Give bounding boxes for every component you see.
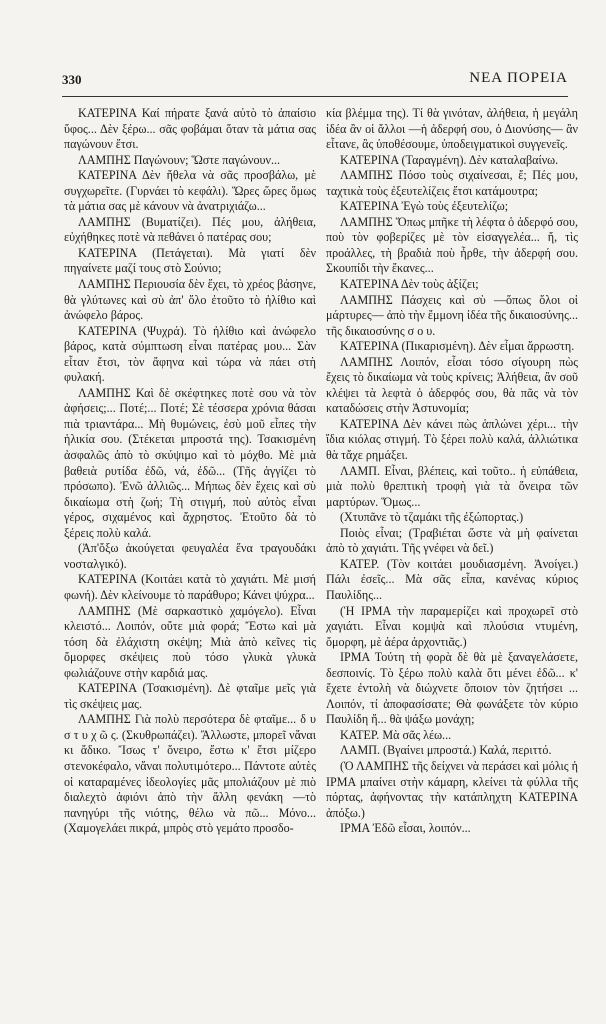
paragraph: ΛΑΜΠΗΣ Πάσχεις καὶ σὺ —ὅπως ὅλοι οἱ μάρτυρες— ἀπὸ τὴν ἔμμονη ἰδέα τῆς δικαιοσύνης... τῆς δικαιοσύνης σ ο υ. — [326, 292, 578, 338]
paragraph: ΛΑΜΠΗΣ (Μὲ σαρκαστικὸ χαμόγελο). Εἶναι κλειστό... Λοιπόν, οὔτε μιὰ φορά; Ἔστω καὶ μὰ τόση δὰ ἐλάχιστη σκέψη; Μιὰ ἀπὸ κεῖνες τὶς ὄμορφες σκέψεις ποὺ τόσο γλυκὰ γλυκὰ φωλιάζουνε στὴν καρδιά μας. — [64, 603, 316, 680]
paragraph-continued: κία βλέμμα της). Τί θὰ γινόταν, ἀλήθεια, ἡ μεγάλη ἰδέα ἂν οἱ ἄλλοι —ἡ ἀδερφή σου, ὁ Διονύσης— ἂν εἶτανε, ἂς ὑποθέσουμε, ὑποδειγματικοὶ συγγενεῖς. — [326, 106, 578, 152]
paragraph: ΛΑΜΠΗΣ (Βυματίζει). Πές μου, ἀλήθεια, εὐχήθηκες ποτὲ νὰ πεθάνει ὁ πατέρας σου; — [64, 214, 316, 245]
paragraph: ΛΑΜΠΗΣ Πόσο τοὺς σιχαίνεσαι, ἔ; Πές μου, ταχτικὰ τοὺς ἐξευτελίζεις ἔτσι κατάμουτρα; — [326, 168, 578, 198]
right-column — [326, 106, 578, 837]
paragraph: ΚΑΤΕΡΙΝΑ Καί πήρατε ξανά αὐτὸ τὸ ἀπαίσιο ὕφος... Δὲν ξέρω... σᾶς φοβάμαι ὅταν τὰ μάτια σας παγώνουν ἔτσι. — [64, 106, 316, 152]
paragraph: ΚΑΤΕΡΙΝΑ Δὲν ἤθελα νὰ σᾶς προσβάλω, μὲ συγχωρεῖτε. (Γυρνάει τὸ κεφάλι). Ὥρες ὥρες ὅμως τὰ μάτια σας μὲ κάνουν νὰ ἀνατριχιάζω... — [64, 168, 316, 214]
paragraph: ΚΑΤΕΡΙΝΑ Δὲν κάνει πὼς ἁπλώνει χέρι... τὴν ἴδια κιόλας στιγμή. Τὸ ξέρει πολὺ καλά, ἀλλιώτικα θὰ τἄχε ρημάξει. — [326, 416, 578, 463]
page-header — [62, 72, 568, 94]
stage-direction: (Ἡ ΙΡΜΑ τὴν παραμερίζει καὶ προχωρεῖ στὸ χαγιάτι. Εἶναι κομψὰ καὶ πλούσια ντυμένη, ὄμορφη, μὲ ἀέρα ἀρχοντιᾶς.) — [326, 603, 578, 649]
paragraph: ΚΑΤΕΡ. Μὰ σᾶς λέω... — [340, 727, 452, 742]
header-rule — [62, 96, 568, 97]
page-number: 330 — [62, 72, 82, 87]
paragraph: ΛΑΜΠ. Εἶναι, βλέπεις, καὶ τοῦτο.. ἡ εὐπάθεια, μιὰ πολὺ θρεπτικὴ τροφὴ γιὰ τὰ ὄνειρα τῶν μαρτύρων. Ὅμως... — [326, 463, 578, 509]
paragraph: ΚΑΤΕΡΙΝΑ Ἐγὼ τοὺς ἐξευτελίζω; — [340, 199, 509, 214]
paragraph: ΙΡΜΑ Τούτη τὴ φορὰ δὲ θὰ μὲ ξαναγελάσετε, δεσποινίς. Τὸ ξέρω πολὺ καλὰ ὅτι μένει ἐδῶ... κ' ἔχετε ἐντολὴ νὰ διώχνετε ὅποιον τὸν ζητήσει ... Λοιπόν, τί ἀποφασίσατε; Θὰ φωνάξετε τὸν κύριο Παυλίδη ἤ... θὰ ψάξω μονάχη; — [326, 650, 578, 727]
paragraph: ΚΑΤΕΡΙΝΑ (Πικαρισμένη). Δὲν εἶμαι ἄρρωστη. — [340, 339, 575, 354]
stage-direction: (Ἀπ'ὄξω ἀκούγεται φευγαλέα ἕνα τραγουδάκι νοσταλγικό). — [64, 541, 316, 571]
paragraph: ΚΑΤΕΡΙΝΑ (Πετάγεται). Μὰ γιατί δὲν πηγαίνετε μαζί τους στὸ Σούνιο; — [64, 245, 316, 276]
stage-direction: (Ὁ ΛΑΜΠΗΣ τῆς δείχνει νὰ περάσει καὶ μόλις ἡ ΙΡΜΑ μπαίνει στὴν κάμαρη, κλείνει τὰ φύλλα τῆς πόρτας, ἀφήνοντας τὴν κατάπληχτη ΚΑΤΕΡΙΝΑ ἀπόξω.) — [326, 758, 578, 820]
left-column — [64, 106, 316, 837]
paragraph: ΚΑΤΕΡΙΝΑ (Κοιτάει κατὰ τὸ χαγιάτι. Μὲ μισή φωνή). Δὲν κλείνουμε τὸ παράθυρο; Κάνει ψύχρα... — [64, 572, 316, 602]
paragraph: ΛΑΜΠΗΣ Γιὰ πολὺ περσότερα δὲ φταῖμε... δ υ σ τ υ χ ῶ ς. (Σκυθρωπάζει). Ἄλλωστε, μπορεῖ νἄναι κι ἄδικο. Ἴσως τ' ὄνειρο, ἔστω κ' ἔτσι μίζερο στενοκέφαλο, νἄναι πολυτιμότερο... Πάντοτε αὐτὲς οἱ καταραμένες ἰδεολογίες μᾶς μπολιάζουν μὲ πιὸ διαλεχτὸ ἀφιόνι ἀπὸ τὴν ἄλλη φενάκη —τὸ πανηγύρι τῆς νιότης, θέλω νὰ πῶ... Μόνο... (Χαμογελάει πικρά, μπρὸς στὸ γεμάτο προσδο- — [64, 712, 316, 836]
paragraph: Ποιὸς εἶναι; (Τραβιέται ὥστε νὰ μὴ φαίνεται ἀπὸ τὸ χαγιάτι. Τῆς γνέφει νὰ δεῖ.) — [326, 525, 578, 556]
stage-direction: (Χτυπᾶνε τὸ τζαμάκι τῆς ἐξώπορτας.) — [340, 510, 524, 525]
paragraph: ΛΑΜΠΗΣ Παγώνουν; Ὥστε παγώνουν... — [78, 152, 281, 167]
paragraph: ΛΑΜΠΗΣ Περιουσία δὲν ἔχει, τὸ χρέος βάσηνε, θὰ γλύτωνες καὶ σὺ ἀπ' ὅλο ἐτοῦτο τὸ ἠλίθιο καὶ ἀνώφελο βάρος. — [64, 277, 316, 323]
paragraph: ΛΑΜΠΗΣ Καὶ δὲ σκέφτηκες ποτὲ σου νὰ τὸν ἀφήσεις;... Ποτέ;... Ποτέ; Σὲ τέσσερα χρόνια θάσαι πιὰ τριαντάρα... Μὴ θυμώνεις, ἐσὺ μοῦ εἶπες τὴν ἡλικία σου. (Στέκεται μπροστά της). Τσακισμένη ἀσφαλῶς ἀπὸ τὸ σκύψιμο καὶ τὸ μόχθο. Μὲ μιὰ βαθειὰ ρυτίδα ἐδῶ, νά, ἐδῶ... (Τῆς ἀγγίζει τὸ πρόσωπο). Ἐνῶ ἀλλιῶς... Μήπως δὲν ἔχεις καὶ σὺ δικαίωμα στὴ ζωή; Τὴ στιγμή, ποὺ αὐτὸς εἶναι γέρος, σιχαμένος καὶ ἄχρηστος. Ἐτοῦτο δὰ τὸ ξέρεις πολὺ καλά. — [64, 385, 316, 540]
paragraph: ΚΑΤΕΡΙΝΑ Δὲν τοὺς ἀξίζει; — [340, 277, 479, 292]
paragraph: ΛΑΜΠΗΣ Λοιπόν, εἶσαι τόσο σίγουρη πὼς ἔχεις τὸ δικαίωμα νὰ τοὺς κρίνεις; Ἀλήθεια, ἂν σοῦ κλέψει τὰ λεφτὰ ὁ ἀδερφός σου, θὰ πᾶς νὰ τὸν καταδώσεις στὴν Ἀστυνομία; — [326, 354, 578, 416]
paragraph: ΚΑΤΕΡΙΝΑ (Ψυχρά). Τὸ ἠλίθιο καὶ ἀνώφελο βάρος, κατὰ σύμπτωση εἶναι πατέρας μου... Σὰν εἶταν ἔτσι, τὸν ἄφηνα καὶ τώρα νὰ πάει στὴ φυλακή. — [64, 323, 316, 385]
paragraph: ΙΡΜΑ Ἐδῶ εἶσαι, λοιπόν... — [340, 821, 471, 836]
paragraph: ΛΑΜΠΗΣ Ὅπως μπῆκε τὴ λέφτα ὁ ἀδερφό σου, ποὺ τὸν φοβερίζες μὲ τὸν εἰσαγγελέα... ἤ, τὶς προάλλες, τὴ βραδιὰ ποὺ ἦρθε, τὴν ἀδερφή σου. Σκουπίδι τὴν ἔκανες... — [326, 214, 578, 276]
paragraph: ΛΑΜΠ. (Βγαίνει μπροστά.) Καλά, περιττό. — [340, 743, 552, 758]
paragraph: ΚΑΤΕΡ. (Τὸν κοιτάει μουδιασμένη. Ἀνοίγει.) Πάλι ἐσεῖς... Μὰ σᾶς εἶπα, κανένας κύριος Παυλίδης... — [326, 556, 578, 602]
paragraph: ΚΑΤΕΡΙΝΑ (Τσακισμένη). Δὲ φταῖμε μεῖς γιὰ τὶς σκέψεις μας. — [64, 681, 316, 711]
paragraph: ΚΑΤΕΡΙΝΑ (Ταραγμένη). Δὲν καταλαβαίνω. — [340, 152, 559, 167]
running-title: ΝΕΑ ΠΟΡΕΙΑ — [469, 70, 568, 86]
